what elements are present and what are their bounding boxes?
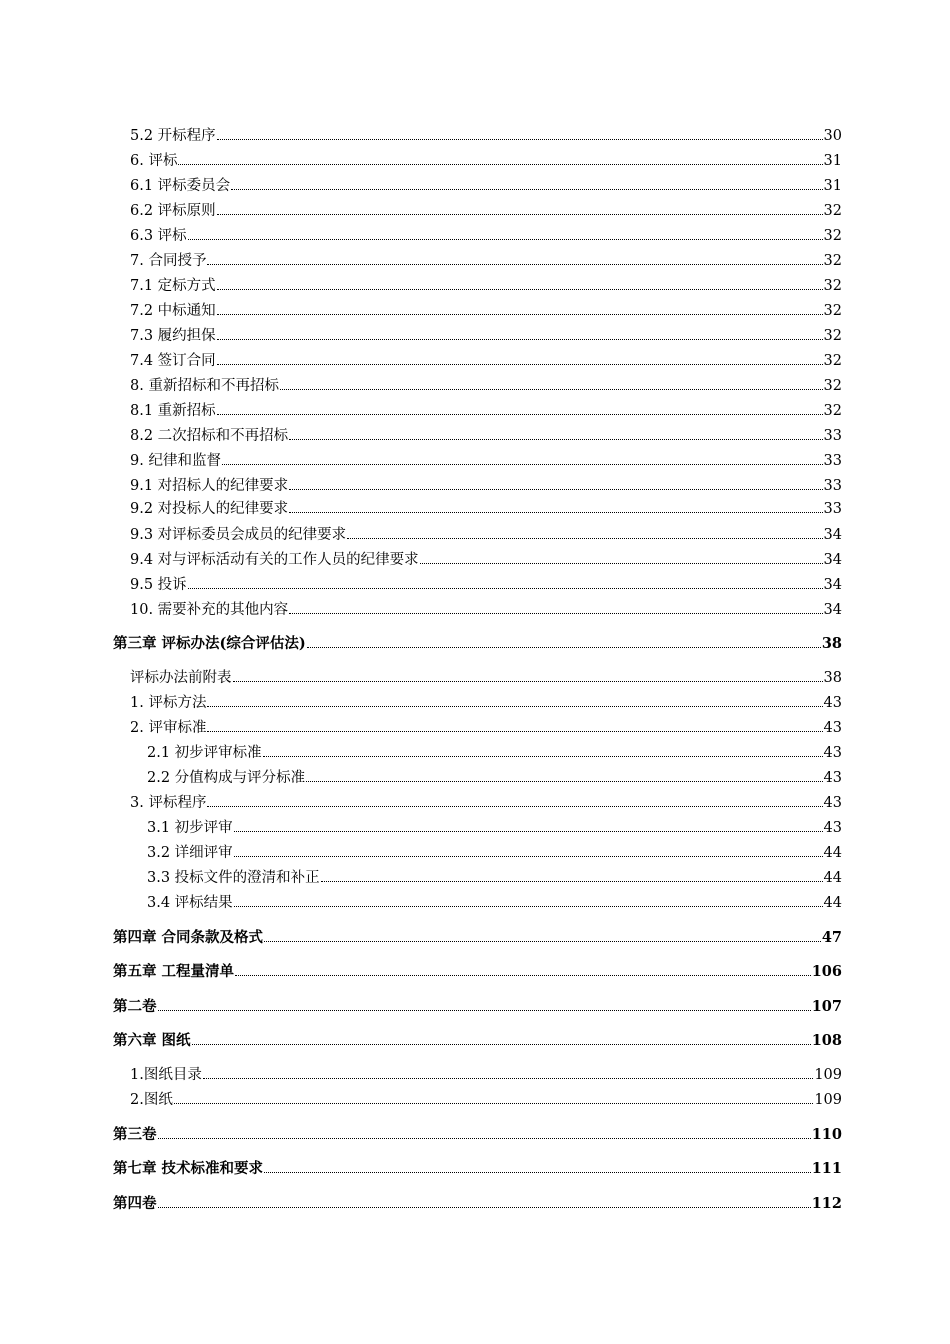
toc-page-number: 38 — [823, 670, 842, 686]
toc-leader-dots — [207, 706, 822, 707]
toc-entry-label: 6.2 评标原则 — [130, 203, 216, 219]
toc-leader-dots — [289, 512, 822, 513]
toc-entry[interactable] — [130, 716, 842, 737]
toc-entry[interactable] — [147, 866, 842, 887]
toc-chapter-entry[interactable] — [113, 1123, 842, 1144]
toc-page-number: 43 — [823, 795, 842, 811]
toc-page-number: 112 — [811, 1195, 842, 1212]
toc-entry-label: 6.1 评标委员会 — [130, 178, 231, 194]
toc-page-number: 109 — [814, 1067, 842, 1083]
toc-page-number: 32 — [823, 328, 842, 344]
toc-entry[interactable] — [130, 249, 842, 270]
toc-entry-label: 9.2 对投标人的纪律要求 — [130, 501, 289, 517]
toc-entry[interactable] — [147, 741, 842, 762]
toc-entry[interactable] — [130, 374, 842, 395]
toc-page-number: 32 — [823, 303, 842, 319]
toc-page-number: 32 — [823, 253, 842, 269]
toc-entry-label: 8. 重新招标和不再招标 — [130, 378, 279, 394]
toc-leader-dots — [217, 214, 823, 215]
toc-leader-dots — [207, 264, 822, 265]
toc-leader-dots — [207, 731, 822, 732]
toc-leader-dots — [306, 781, 822, 782]
toc-page-number: 44 — [823, 895, 842, 911]
toc-page-number: 34 — [823, 602, 842, 618]
toc-entry[interactable] — [130, 349, 842, 370]
toc-page-number: 44 — [823, 870, 842, 886]
toc-entry[interactable] — [130, 1063, 842, 1084]
toc-leader-dots — [217, 314, 823, 315]
toc-page-number: 30 — [823, 128, 842, 144]
toc-page-number: 111 — [811, 1160, 842, 1177]
toc-page-number: 110 — [811, 1126, 842, 1143]
toc-page-number: 43 — [823, 820, 842, 836]
toc-entry-label: 3. 评标程序 — [130, 795, 207, 811]
toc-entry-label: 第三章 评标办法(综合评估法) — [113, 635, 306, 652]
toc-leader-dots — [178, 164, 822, 165]
toc-leader-dots — [321, 881, 823, 882]
toc-entry-label: 第二卷 — [113, 998, 157, 1015]
toc-leader-dots — [188, 239, 823, 240]
toc-entry[interactable] — [130, 124, 842, 145]
toc-leader-dots — [347, 538, 822, 539]
toc-entry-label: 第五章 工程量清单 — [113, 963, 235, 980]
toc-entry-label: 6.3 评标 — [130, 228, 187, 244]
toc-chapter-entry[interactable] — [113, 1157, 842, 1178]
toc-leader-dots — [233, 681, 823, 682]
toc-page-number: 43 — [823, 720, 842, 736]
toc-page-number: 31 — [823, 153, 842, 169]
toc-page-number: 32 — [823, 203, 842, 219]
toc-entry-label: 1.图纸目录 — [130, 1067, 202, 1083]
toc-leader-dots — [217, 414, 823, 415]
toc-leader-dots — [263, 756, 823, 757]
toc-leader-dots — [264, 1172, 811, 1173]
toc-entry[interactable] — [147, 841, 842, 862]
toc-entry-label: 3.3 投标文件的澄清和补正 — [147, 870, 320, 886]
toc-entry-label: 7.3 履约担保 — [130, 328, 216, 344]
toc-entry-label: 8.1 重新招标 — [130, 403, 216, 419]
toc-leader-dots — [420, 563, 823, 564]
toc-entry-label: 9.3 对评标委员会成员的纪律要求 — [130, 527, 347, 543]
toc-entry[interactable] — [130, 1088, 842, 1109]
toc-entry[interactable] — [130, 274, 842, 295]
toc-leader-dots — [217, 339, 823, 340]
toc-entry-label: 第三卷 — [113, 1126, 157, 1143]
toc-page-number: 107 — [811, 998, 842, 1015]
toc-page-number: 44 — [823, 845, 842, 861]
toc-entry[interactable] — [130, 791, 842, 812]
toc-page-number: 32 — [823, 228, 842, 244]
toc-entry-label: 6. 评标 — [130, 153, 178, 169]
toc-entry-label: 2. 评审标准 — [130, 720, 207, 736]
toc-leader-dots — [158, 1138, 811, 1139]
toc-entry-label: 第七章 技术标准和要求 — [113, 1160, 264, 1177]
toc-entry-label: 3.1 初步评审 — [147, 820, 233, 836]
toc-entry-label: 9.5 投诉 — [130, 577, 187, 593]
toc-leader-dots — [217, 139, 823, 140]
toc-entry-label: 2.图纸 — [130, 1092, 173, 1108]
toc-entry-label: 2.2 分值构成与评分标准 — [147, 770, 306, 786]
toc-page-number: 34 — [823, 577, 842, 593]
toc-chapter-entry[interactable] — [113, 632, 842, 653]
toc-entry-label: 5.2 开标程序 — [130, 128, 216, 144]
toc-entry[interactable] — [130, 598, 842, 619]
toc-page-number: 34 — [823, 527, 842, 543]
toc-leader-dots — [289, 489, 822, 490]
toc-entry[interactable] — [130, 573, 842, 594]
toc-entry[interactable] — [130, 224, 842, 245]
toc-leader-dots — [158, 1010, 811, 1011]
toc-page-number: 34 — [823, 552, 842, 568]
toc-page-number: 43 — [823, 770, 842, 786]
toc-leader-dots — [234, 856, 823, 857]
toc-leader-dots — [207, 806, 822, 807]
toc-page-number: 43 — [823, 695, 842, 711]
toc-entry-label: 第四卷 — [113, 1195, 157, 1212]
toc-page-number: 47 — [821, 929, 842, 946]
toc-leader-dots — [234, 906, 823, 907]
toc-page-number: 38 — [821, 635, 842, 652]
toc-page-number: 32 — [823, 353, 842, 369]
toc-entry-label: 评标办法前附表 — [130, 670, 232, 686]
toc-leader-dots — [264, 941, 821, 942]
toc-page-number: 33 — [823, 501, 842, 517]
toc-entry-label: 7.1 定标方式 — [130, 278, 216, 294]
toc-entry[interactable] — [147, 816, 842, 837]
toc-page-number: 33 — [823, 453, 842, 469]
toc-entry[interactable] — [130, 497, 842, 518]
toc-entry[interactable] — [130, 523, 842, 544]
toc-chapter-entry[interactable] — [113, 960, 842, 981]
toc-page-number: 108 — [811, 1032, 842, 1049]
toc-entry[interactable] — [130, 324, 842, 345]
toc-page-number: 31 — [823, 178, 842, 194]
toc-entry[interactable] — [130, 424, 842, 445]
toc-page-number: 33 — [823, 428, 842, 444]
toc-leader-dots — [217, 364, 823, 365]
toc-leader-dots — [203, 1078, 813, 1079]
toc-entry-label: 2.1 初步评审标准 — [147, 745, 262, 761]
toc-leader-dots — [280, 389, 823, 390]
toc-entry-label: 10. 需要补充的其他内容 — [130, 602, 289, 618]
toc-entry-label: 第六章 图纸 — [113, 1032, 191, 1049]
toc-leader-dots — [289, 439, 822, 440]
toc-entry-label: 3.2 详细评审 — [147, 845, 233, 861]
toc-entry[interactable] — [130, 548, 842, 569]
toc-entry-label: 9.4 对与评标活动有关的工作人员的纪律要求 — [130, 552, 419, 568]
toc-entry-label: 第四章 合同条款及格式 — [113, 929, 264, 946]
toc-leader-dots — [174, 1103, 813, 1104]
toc-entry-label: 1. 评标方法 — [130, 695, 207, 711]
toc-leader-dots — [222, 464, 823, 465]
toc-leader-dots — [158, 1207, 811, 1208]
toc-leader-dots — [217, 289, 823, 290]
toc-page-number: 106 — [811, 963, 842, 980]
toc-leader-dots — [188, 588, 823, 589]
toc-entry[interactable] — [130, 199, 842, 220]
toc-page-number: 32 — [823, 278, 842, 294]
toc-entry[interactable] — [130, 174, 842, 195]
toc-entry-label: 8.2 二次招标和不再招标 — [130, 428, 289, 444]
toc-chapter-entry[interactable] — [113, 1029, 842, 1050]
toc-entry-label: 7.4 签订合同 — [130, 353, 216, 369]
toc-page-number: 32 — [823, 378, 842, 394]
toc-entry-label: 9. 纪律和监督 — [130, 453, 221, 469]
toc-leader-dots — [235, 975, 811, 976]
toc-entry[interactable] — [147, 766, 842, 787]
toc-page-number: 33 — [823, 478, 842, 494]
toc-entry[interactable] — [130, 299, 842, 320]
toc-entry[interactable] — [130, 666, 842, 687]
toc-chapter-entry[interactable] — [113, 1192, 842, 1213]
toc-leader-dots — [234, 831, 823, 832]
toc-chapter-entry[interactable] — [113, 995, 842, 1016]
toc-entry[interactable] — [130, 399, 842, 420]
toc-entry-label: 3.4 评标结果 — [147, 895, 233, 911]
toc-page-number: 109 — [814, 1092, 842, 1108]
toc-leader-dots — [231, 189, 822, 190]
toc-page-number: 32 — [823, 403, 842, 419]
toc-entry[interactable] — [147, 891, 842, 912]
toc-leader-dots — [192, 1044, 811, 1045]
toc-entry-label: 7. 合同授予 — [130, 253, 207, 269]
toc-entry[interactable] — [130, 474, 842, 495]
toc-entry-label: 7.2 中标通知 — [130, 303, 216, 319]
toc-entry[interactable] — [130, 449, 842, 470]
toc-entry[interactable] — [130, 691, 842, 712]
toc-page-number: 43 — [823, 745, 842, 761]
toc-entry-label: 9.1 对招标人的纪律要求 — [130, 478, 289, 494]
toc-leader-dots — [289, 613, 822, 614]
toc-entry[interactable] — [130, 149, 842, 170]
toc-leader-dots — [307, 647, 821, 648]
toc-chapter-entry[interactable] — [113, 926, 842, 947]
